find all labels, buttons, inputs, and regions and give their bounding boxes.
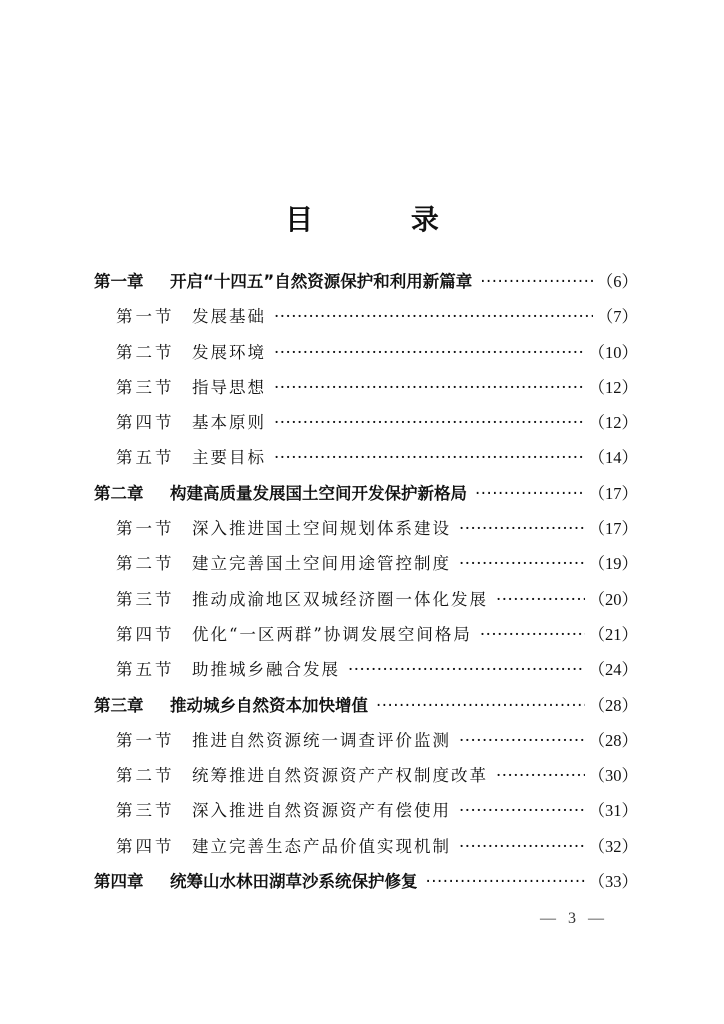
toc-entry-title: 建立完善国土空间用途管控制度 [192,554,451,574]
toc-entry-number: 第四章 [94,872,144,892]
toc-dot-leader [274,307,593,326]
toc-section-entry [94,303,638,338]
toc-entry-page: （17） [588,519,638,539]
toc-section-entry [94,409,638,444]
toc-dot-leader [459,837,585,856]
toc-entry-page: （19） [588,554,638,574]
toc-entry-title: 推动成渝地区双城经济圈一体化发展 [192,589,488,609]
toc-entry-number: 第二章 [94,483,144,503]
toc-entry-page: （31） [588,801,638,821]
toc-dot-leader [459,554,585,573]
toc-entry-number: 第一节 [116,730,175,750]
toc-entry-page: （17） [588,483,638,503]
toc-entry-page: （14） [588,448,638,468]
toc-entry-page: （28） [588,730,638,750]
toc-dot-leader [376,696,585,715]
toc-entry-page: （33） [588,872,638,892]
toc-entry-title: 建立完善生态产品价值实现机制 [192,836,451,856]
toc-dot-leader [480,272,593,291]
toc-section-entry [94,833,638,868]
toc-dot-leader [348,660,585,679]
toc-section-entry [94,656,638,691]
toc-entry-title: 深入推进自然资源资产有偿使用 [192,801,451,821]
toc-section-entry [94,374,638,409]
toc-section-entry [94,621,638,656]
toc-entry-title: 主要目标 [192,448,266,468]
toc-entry-title: 发展环境 [192,342,266,362]
toc-dot-leader [274,378,585,397]
toc-entry-title: 统筹推进自然资源资产产权制度改革 [192,766,488,786]
toc-entry-page: （12） [588,413,638,433]
toc-dot-leader [459,731,585,750]
toc-entry-number: 第三章 [94,695,144,715]
toc-entry-title: 发展基础 [192,307,266,327]
toc-entry-number: 第五节 [116,448,175,468]
toc-entry-number: 第二节 [116,342,175,362]
toc-section-entry [94,727,638,762]
toc-entry-number: 第三节 [116,801,175,821]
toc-entry-page: （6） [596,272,638,291]
toc-section-entry [94,586,638,621]
page-title: 目 录 [285,203,483,236]
table-of-contents [94,268,638,903]
toc-entry-page: （10） [588,342,638,362]
toc-entry-number: 第五节 [116,660,175,680]
toc-chapter-entry [94,692,638,727]
toc-entry-title: 开启“十四五”自然资源保护和利用新篇章 [170,272,473,291]
toc-dot-leader [426,872,585,891]
toc-entry-title: 指导思想 [192,377,266,397]
toc-dot-leader [496,590,585,609]
toc-entry-number: 第四节 [116,836,175,856]
toc-dot-leader [274,343,585,362]
toc-entry-page: （28） [588,695,638,715]
toc-entry-title: 深入推进国土空间规划体系建设 [192,519,451,539]
toc-chapter-entry [94,868,638,903]
toc-entry-title: 基本原则 [192,413,266,433]
toc-entry-page: （30） [588,766,638,786]
toc-entry-number: 第三节 [116,589,175,609]
toc-chapter-entry [94,268,638,303]
toc-entry-title: 构建高质量发展国土空间开发保护新格局 [170,483,467,503]
toc-entry-number: 第二节 [116,766,175,786]
toc-dot-leader [274,413,585,432]
toc-chapter-entry [94,480,638,515]
toc-entry-page: （21） [588,624,638,644]
toc-section-entry [94,762,638,797]
toc-entry-title: 推动城乡自然资本加快增值 [170,695,368,715]
toc-dot-leader [459,801,585,820]
toc-section-entry [94,797,638,832]
page-number: — 3 — [540,910,608,927]
toc-section-entry [94,339,638,374]
toc-dot-leader [480,625,585,644]
toc-entry-page: （32） [588,836,638,856]
toc-dot-leader [274,448,585,467]
toc-entry-number: 第四节 [116,624,175,644]
toc-entry-page: （7） [596,307,638,327]
toc-entry-number: 第一章 [94,272,144,291]
toc-entry-title: 推进自然资源统一调查评价监测 [192,730,451,750]
toc-dot-leader [459,519,585,538]
toc-dot-leader [475,484,585,503]
toc-dot-leader [496,766,585,785]
toc-entry-number: 第三节 [116,377,175,397]
toc-entry-page: （20） [588,589,638,609]
toc-entry-number: 第二节 [116,554,175,574]
toc-entry-number: 第一节 [116,519,175,539]
toc-section-entry [94,444,638,479]
toc-entry-title: 助推城乡融合发展 [192,660,340,680]
toc-entry-number: 第四节 [116,413,175,433]
toc-entry-title: 统筹山水林田湖草沙系统保护修复 [170,872,418,892]
toc-entry-page: （24） [588,660,638,680]
toc-section-entry [94,515,638,550]
toc-entry-page: （12） [588,377,638,397]
toc-entry-number: 第一节 [116,307,175,327]
toc-section-entry [94,550,638,585]
toc-entry-title: 优化“一区两群”协调发展空间格局 [192,624,472,644]
